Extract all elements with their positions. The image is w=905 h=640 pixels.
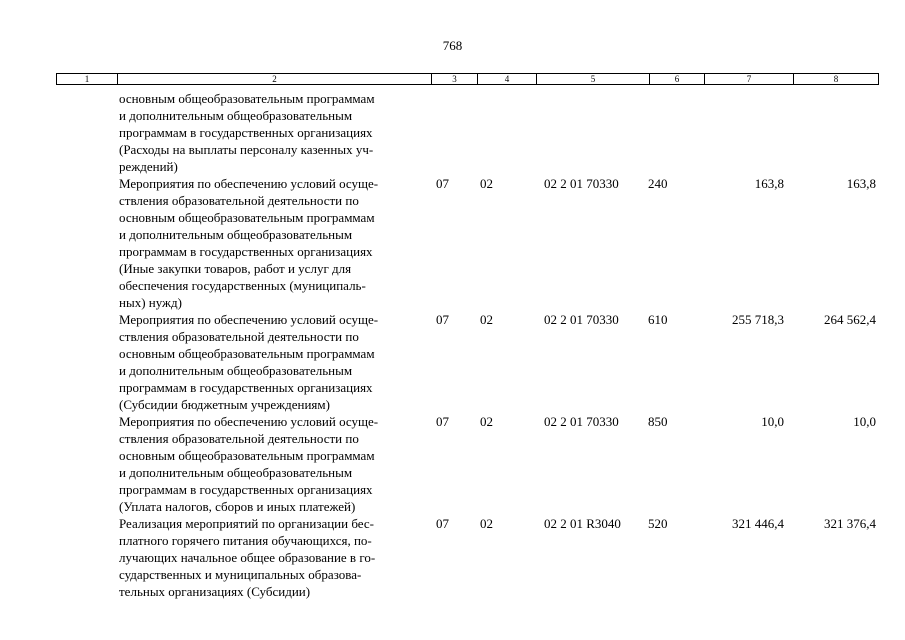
description-line: основным общеобразовательным программам (119, 346, 375, 361)
header-col-7: 7 (705, 74, 794, 84)
description-line: программам в государственных организациях (119, 125, 373, 140)
description-line: основным общеобразовательным программам (119, 210, 375, 225)
description-line: основным общеобразовательным программам (119, 91, 375, 106)
description-line: ствления образовательной деятельности по (119, 431, 359, 446)
header-col-4: 4 (478, 74, 537, 84)
expense-type-code: 520 (648, 516, 668, 531)
subsection-code: 02 (480, 516, 493, 531)
expense-type-code: 610 (648, 312, 668, 327)
amount-col-7: 255 718,3 (732, 312, 784, 327)
target-article-code: 02 2 01 70330 (544, 176, 619, 191)
description-line: (Расходы на выплаты персоналу казенных уч- (119, 142, 374, 157)
description-line: Реализация мероприятий по организации бес- (119, 516, 374, 531)
description-line: реждений) (119, 159, 178, 174)
description-line: обеспечения государственных (муниципаль- (119, 278, 366, 293)
description-line: и дополнительным общеобразовательным (119, 465, 353, 480)
description-line: Мероприятия по обеспечению условий осуще- (119, 176, 379, 191)
section-code: 07 (436, 414, 449, 429)
description-line: платного горячего питания обучающихся, по- (119, 533, 372, 548)
description-line: программам в государственных организациях (119, 482, 373, 497)
row-description (119, 515, 424, 600)
amount-col-8: 163,8 (846, 176, 876, 191)
description-line: лучающих начальное общее образование в го- (119, 550, 376, 565)
amount-col-8: 10,0 (853, 414, 876, 429)
header-col-1: 1 (57, 74, 118, 84)
subsection-code: 02 (480, 414, 493, 429)
table-row (0, 515, 905, 600)
description-line: ных) нужд) (119, 295, 182, 310)
row-description (119, 311, 424, 413)
amount-col-8: 321 376,4 (824, 516, 876, 531)
target-article-code: 02 2 01 70330 (544, 414, 619, 429)
amount-col-7: 10,0 (761, 414, 784, 429)
subsection-code: 02 (480, 312, 493, 327)
description-line: тельных организациях (Субсидии) (119, 584, 311, 599)
table-header (56, 73, 879, 85)
row-description (119, 90, 424, 175)
row-description (119, 413, 424, 515)
row-description (119, 175, 424, 311)
amount-col-7: 163,8 (754, 176, 784, 191)
expense-type-code: 240 (648, 176, 668, 191)
subsection-code: 02 (480, 176, 493, 191)
header-col-3: 3 (432, 74, 478, 84)
description-line: (Субсидии бюджетным учреждениям) (119, 397, 330, 412)
section-code: 07 (436, 312, 449, 327)
amount-col-7: 321 446,4 (732, 516, 784, 531)
description-line: ствления образовательной деятельности по (119, 193, 359, 208)
description-line: (Уплата налогов, сборов и иных платежей) (119, 499, 356, 514)
expense-type-code: 850 (648, 414, 668, 429)
table-row (0, 413, 905, 515)
header-col-5: 5 (537, 74, 650, 84)
section-code: 07 (436, 516, 449, 531)
description-line: и дополнительным общеобразовательным (119, 363, 353, 378)
header-col-8: 8 (833, 74, 839, 84)
description-line: Мероприятия по обеспечению условий осуще- (119, 312, 379, 327)
description-line: и дополнительным общеобразовательным (119, 108, 353, 123)
amount-col-8: 264 562,4 (824, 312, 876, 327)
page-number: 768 (442, 38, 463, 53)
header-col-2: 2 (118, 74, 432, 84)
target-article-code: 02 2 01 R3040 (544, 516, 621, 531)
table-row (0, 90, 905, 175)
table-row (0, 311, 905, 413)
description-line: сударственных и муниципальных образова- (119, 567, 362, 582)
description-line: основным общеобразовательным программам (119, 448, 375, 463)
description-line: (Иные закупки товаров, работ и услуг для (119, 261, 352, 276)
table-row (0, 175, 905, 311)
header-col-6: 6 (650, 74, 705, 84)
description-line: ствления образовательной деятельности по (119, 329, 359, 344)
target-article-code: 02 2 01 70330 (544, 312, 619, 327)
table-body (0, 90, 905, 600)
description-line: Мероприятия по обеспечению условий осуще- (119, 414, 379, 429)
description-line: программам в государственных организациях (119, 244, 373, 259)
section-code: 07 (436, 176, 449, 191)
description-line: и дополнительным общеобразовательным (119, 227, 353, 242)
description-line: программам в государственных организациях (119, 380, 373, 395)
